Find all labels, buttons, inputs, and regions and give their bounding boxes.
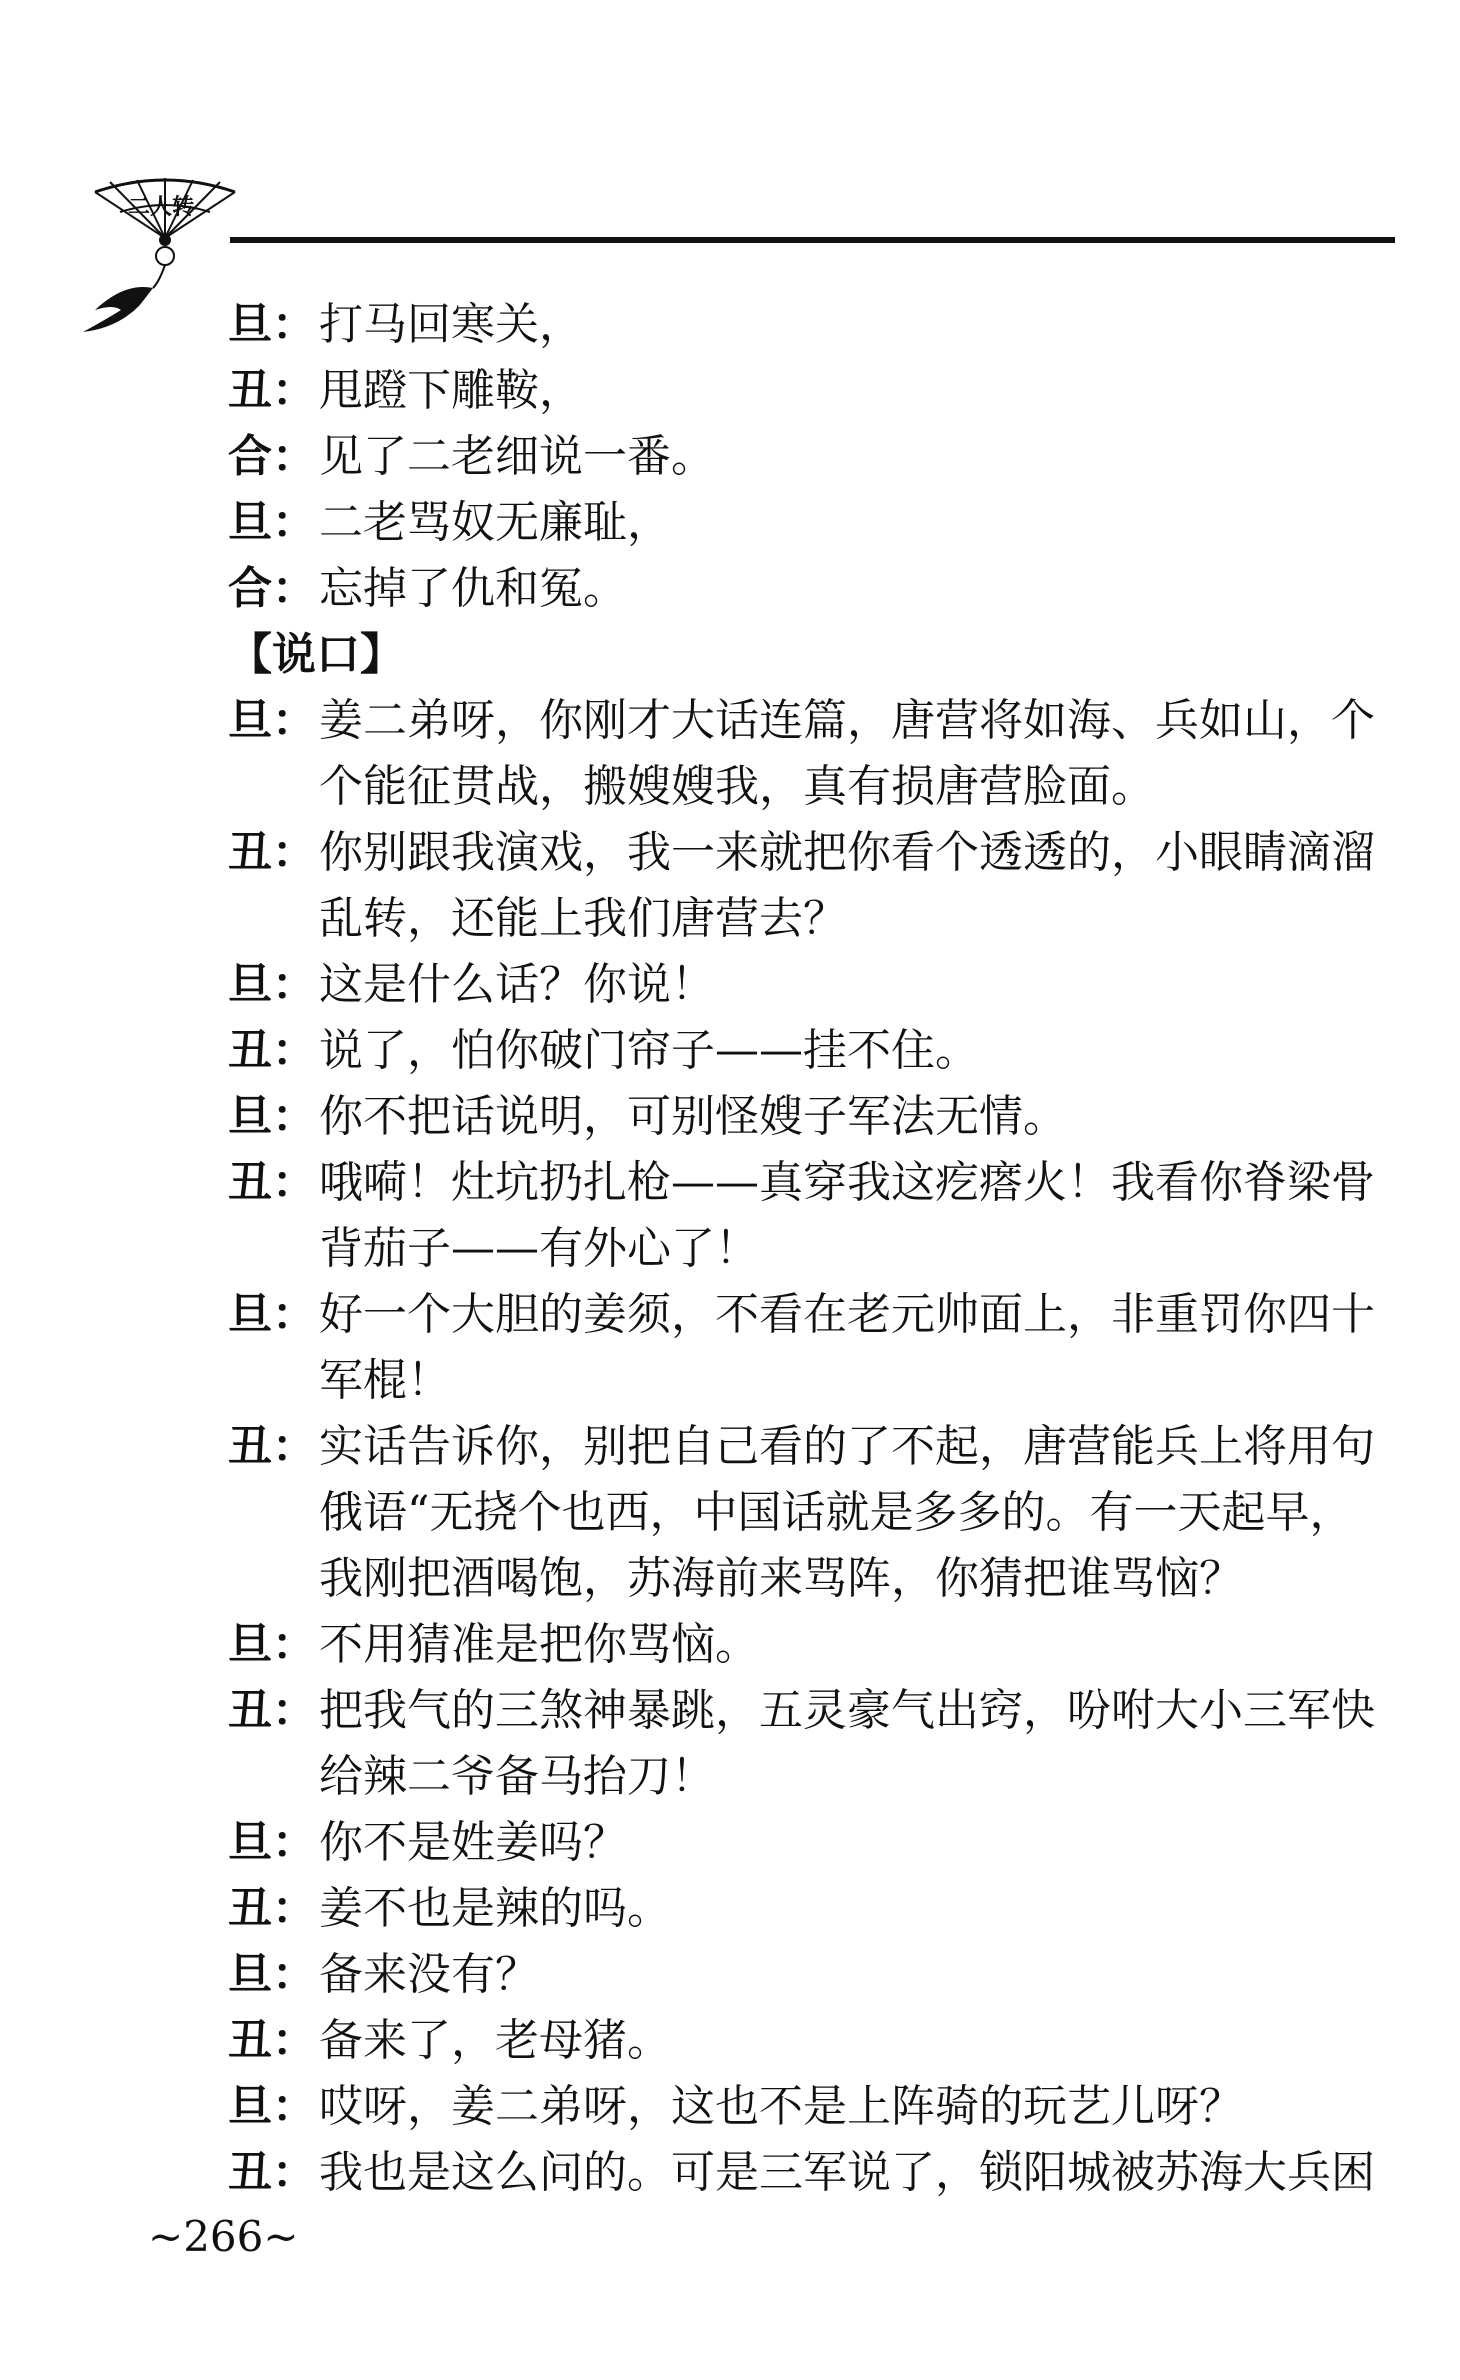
- speaker-label: 旦：: [228, 1091, 316, 1142]
- speaker-label: 丑：: [228, 1157, 316, 1208]
- dialogue-text-row: 俄语“无挠个也西，中国话就是多多的。有一天起早，: [319, 1487, 1354, 1538]
- speaker-label: 丑：: [228, 1025, 316, 1076]
- speaker-label: 丑：: [228, 1685, 316, 1736]
- speaker-label: 旦：: [228, 1817, 316, 1868]
- speaker-label: 旦：: [228, 695, 316, 746]
- dialogue-text-row: 姜二弟呀，你刚才大话连篇，唐营将如海、兵如山，个: [319, 695, 1375, 746]
- speaker-label: 旦：: [228, 2081, 316, 2132]
- dialogue-text-row: 给辣二爷备马抬刀！: [319, 1751, 715, 1802]
- dialogue-text-row: 我刚把酒喝饱，苏海前来骂阵，你猜把谁骂恼？: [319, 1553, 1243, 1604]
- logo-text: 二人转: [128, 195, 195, 220]
- dialogue-line: [228, 952, 1408, 1018]
- dialogue-text-row: 哦嗬！灶坑扔扎枪——真穿我这疙瘩火！我看你脊梁骨: [319, 1157, 1375, 1208]
- dialogue-line: [228, 1084, 1408, 1150]
- dialogue-text-row: 好一个大胆的姜须，不看在老元帅面上，非重罚你四十: [319, 1289, 1375, 1340]
- dialogue-line: [228, 1018, 1408, 1084]
- dialogue-line: [228, 820, 1408, 952]
- dialogue-line: [228, 2008, 1408, 2074]
- dialogue-line: [228, 1810, 1408, 1876]
- dialogue-line: [228, 1150, 1408, 1282]
- dialogue-line: [228, 1282, 1408, 1414]
- dialogue-line: [228, 292, 1408, 358]
- dialogue-text-row: 背茄子——有外心了！: [319, 1223, 759, 1274]
- dialogue-line: [228, 424, 1408, 490]
- dialogue-text-row: 哎呀，姜二弟呀，这也不是上阵骑的玩艺儿呀？: [319, 2081, 1243, 2132]
- speaker-label: 丑：: [228, 1421, 316, 1472]
- dialogue-text-row: 个能征贯战，搬嫂嫂我，真有损唐营脸面。: [319, 761, 1155, 812]
- dialogue-text-row: 二老骂奴无廉耻，: [319, 497, 671, 548]
- dialogue-text-row: 备来没有？: [319, 1949, 539, 2000]
- dialogue-text-row: 把我气的三煞神暴跳，五灵豪气出窍，吩咐大小三军快: [319, 1685, 1375, 1736]
- dialogue-line: [228, 2074, 1408, 2140]
- speaker-label: 旦：: [228, 1949, 316, 2000]
- dialogue-text-row: 打马回寒关，: [319, 299, 583, 350]
- speaker-label: 旦：: [228, 1619, 316, 1670]
- speaker-label: 丑：: [228, 2147, 316, 2198]
- dialogue-text-row: 军棍！: [319, 1355, 451, 1406]
- dialogue-text-row: 见了二老细说一番。: [319, 431, 715, 482]
- dialogue-text-row: 忘掉了仇和冤。: [319, 563, 627, 614]
- dialogue-text-row: 甩蹬下雕鞍，: [319, 365, 583, 416]
- dialogue-text-row: 不用猜准是把你骂恼。: [319, 1619, 759, 1670]
- speaker-label: 旦：: [228, 959, 316, 1010]
- speaker-label: 合：: [228, 431, 316, 482]
- speaker-label: 旦：: [228, 497, 316, 548]
- dialogue-text-row: 我也是这么问的。可是三军说了，锁阳城被苏海大兵困: [319, 2147, 1375, 2198]
- dialogue-text: [228, 292, 1408, 2206]
- dialogue-line: [228, 1942, 1408, 2008]
- dialogue-text-row: 这是什么话？你说！: [319, 959, 715, 1010]
- dialogue-line: [228, 1678, 1408, 1810]
- dialogue-text-row: 姜不也是辣的吗。: [319, 1883, 671, 1934]
- dialogue-line: [228, 2140, 1408, 2206]
- dialogue-text-row: 备来了，老母猪。: [319, 2015, 671, 2066]
- dialogue-text-row: 你不是姓姜吗？: [319, 1817, 627, 1868]
- dialogue-text-row: 实话告诉你，别把自己看的了不起，唐营能兵上将用句: [319, 1421, 1375, 1472]
- dialogue-line: [228, 490, 1408, 556]
- speaker-label: 旦：: [228, 299, 316, 350]
- speaker-label: 丑：: [228, 365, 316, 416]
- dialogue-line: [228, 1414, 1408, 1612]
- dialogue-line: [228, 1876, 1408, 1942]
- dialogue-text-row: 你别跟我演戏，我一来就把你看个透透的，小眼睛滴溜: [319, 827, 1375, 878]
- dialogue-text-row: 说了，怕你破门帘子——挂不住。: [319, 1025, 979, 1076]
- dialogue-text-row: 你不把话说明，可别怪嫂子军法无情。: [319, 1091, 1067, 1142]
- dialogue-line: [228, 1612, 1408, 1678]
- speaker-label: 合：: [228, 563, 316, 614]
- speaker-label: 丑：: [228, 2015, 316, 2066]
- page-number: ~266~: [148, 2212, 299, 2261]
- dialogue-line: [228, 358, 1408, 424]
- dialogue-line: [228, 556, 1408, 622]
- section-heading: 【说口】: [228, 629, 404, 680]
- dialogue-text-row: 乱转，还能上我们唐营去？: [319, 893, 847, 944]
- speaker-label: 丑：: [228, 827, 316, 878]
- speaker-label: 丑：: [228, 1883, 316, 1934]
- speaker-label: 旦：: [228, 1289, 316, 1340]
- dialogue-line: [228, 688, 1408, 820]
- header-rule: [230, 237, 1395, 243]
